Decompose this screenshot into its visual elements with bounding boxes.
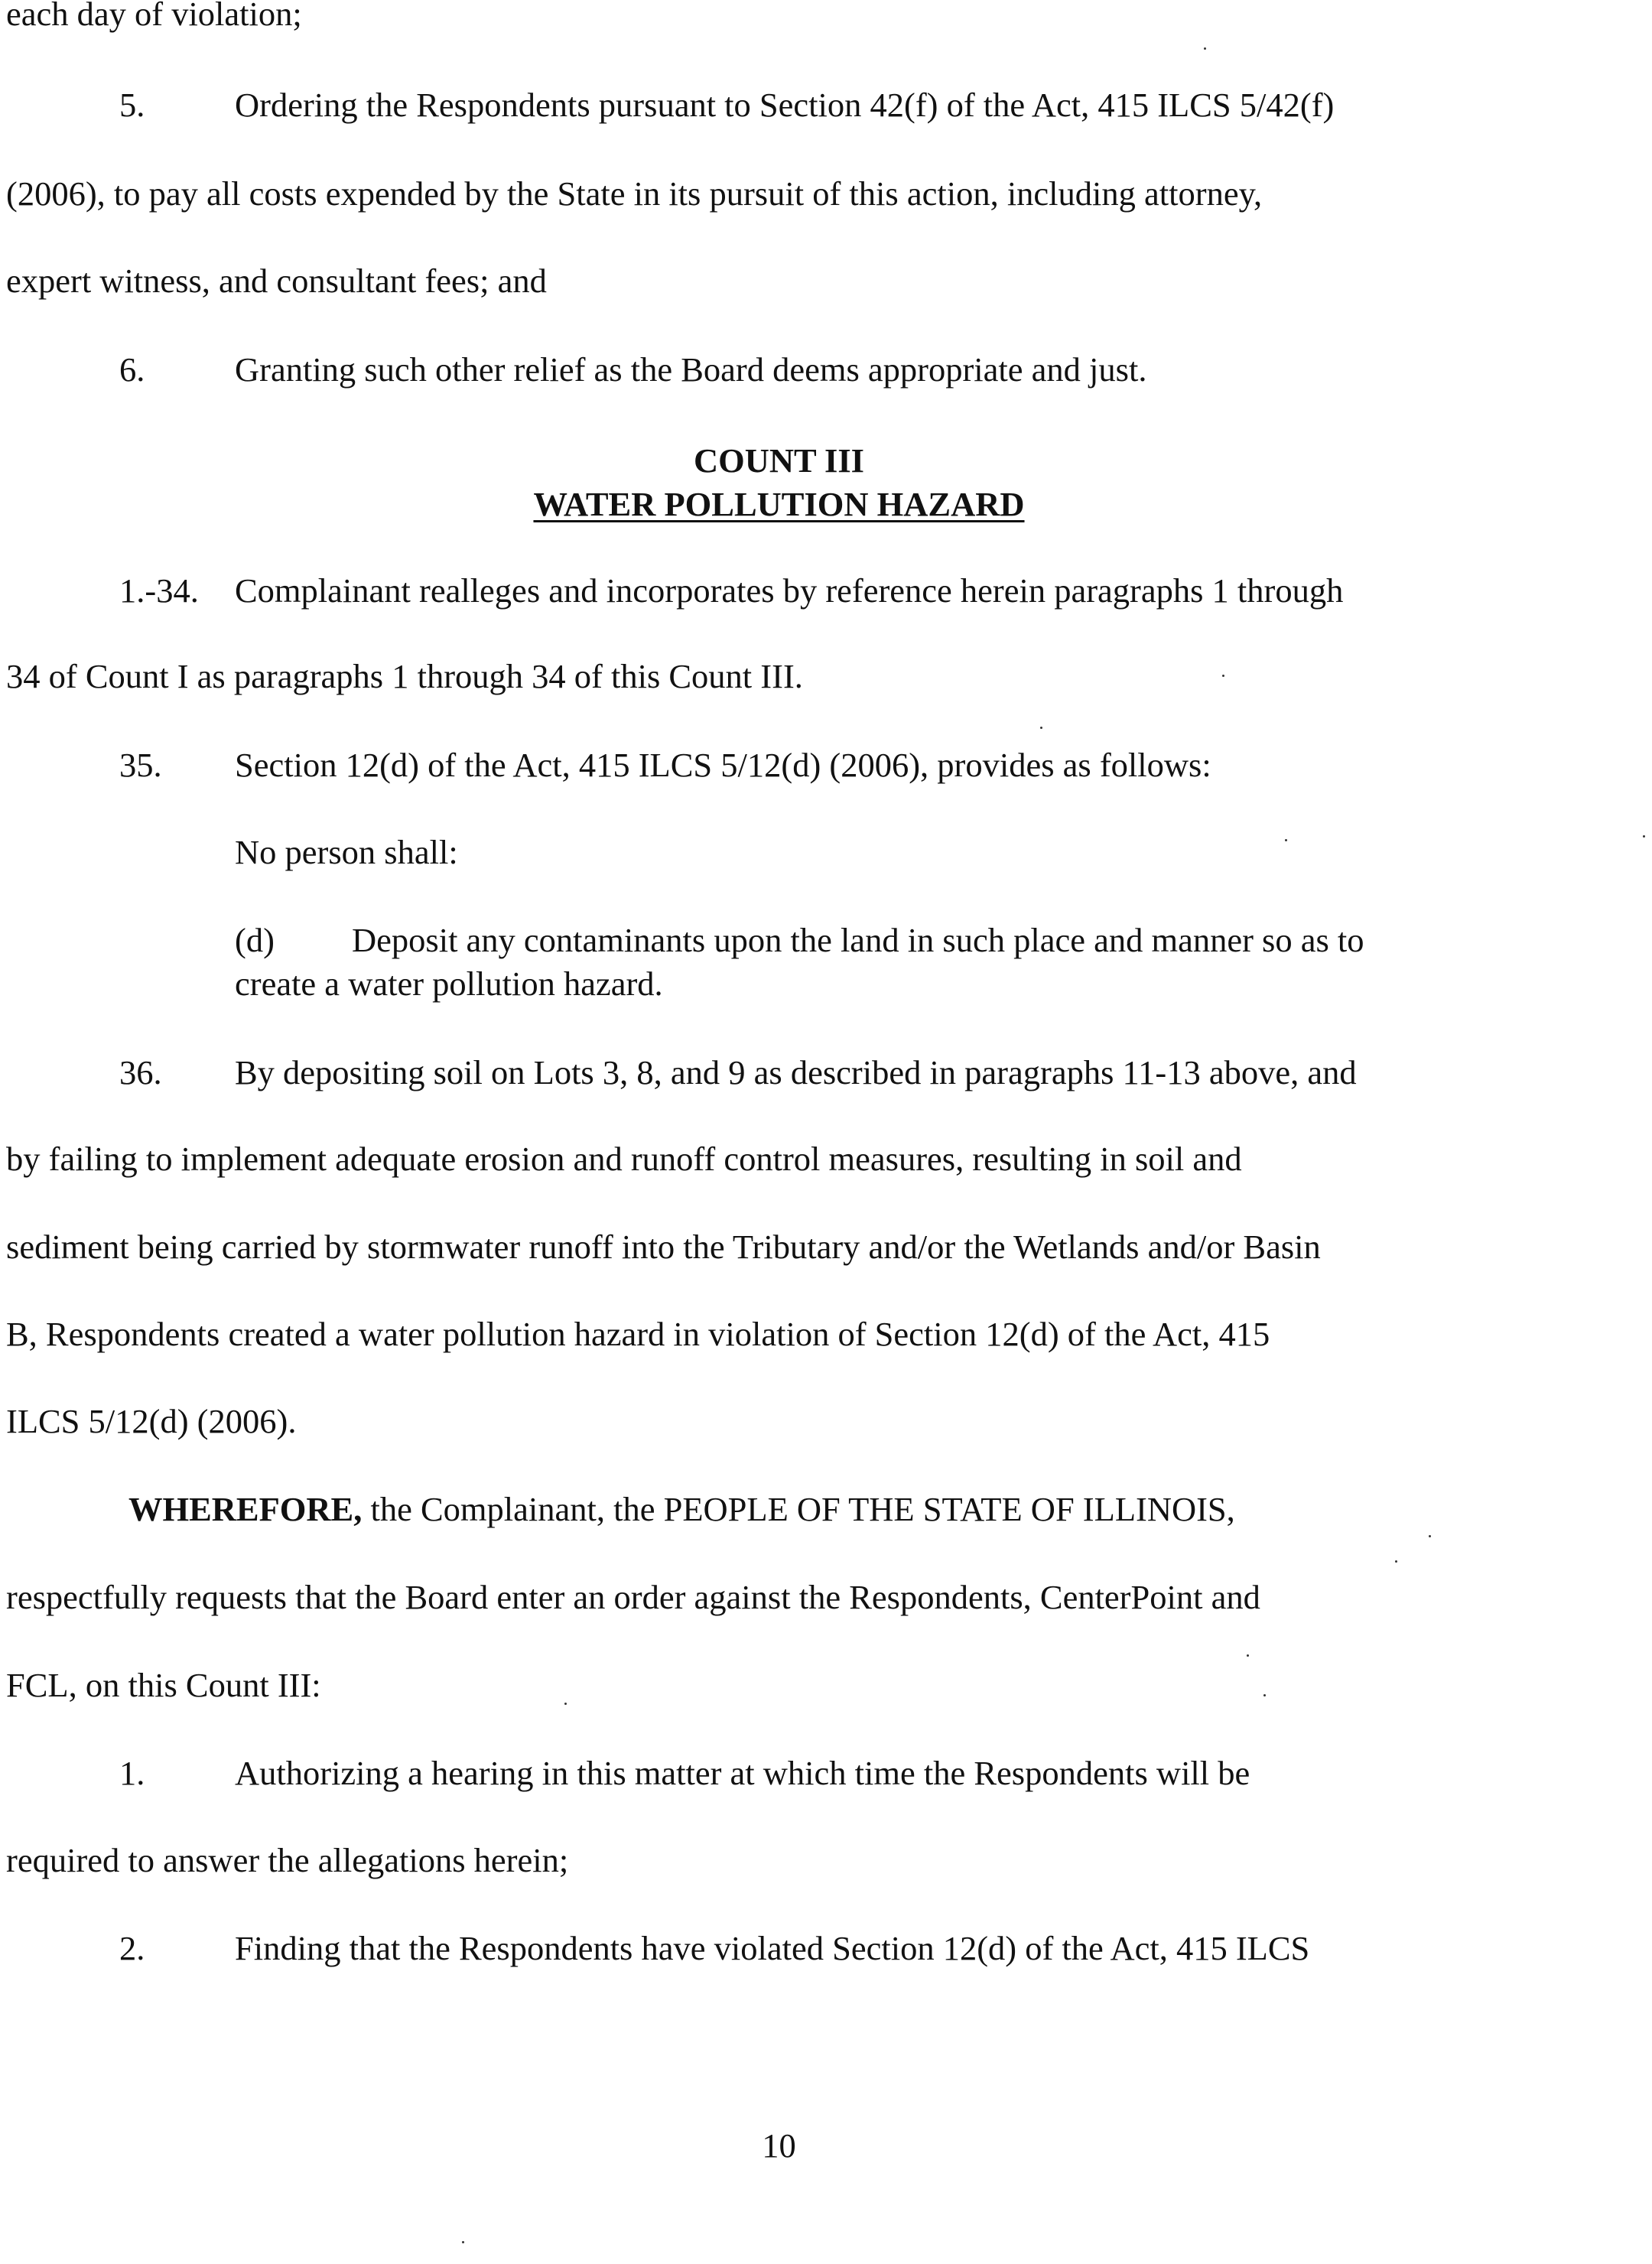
scan-speck — [1222, 675, 1224, 677]
wherefore-line — [128, 1492, 1235, 1527]
text-line: Section 12(d) of the Act, 415 ILCS 5/12(d) (2006), provides as follows: — [235, 746, 1211, 784]
text-line: required to answer the allegations herein; — [6, 1841, 569, 1879]
text-line: respectfully requests that the Board enter an order against the Respondents, CenterPoint and — [6, 1578, 1260, 1616]
paragraph-number: 2. — [119, 1929, 145, 1967]
text-line: Ordering the Respondents pursuant to Section 42(f) of the Act, 415 ILCS 5/42(f) — [235, 86, 1335, 124]
section-heading: COUNT III — [694, 441, 864, 480]
text-line: (2006), to pay all costs expended by the State in its pursuit of this action, including attorney, — [6, 174, 1263, 213]
paragraph-number: 1. — [119, 1754, 145, 1792]
quote-item-label: (d) — [235, 921, 275, 959]
scan-speck — [1429, 1535, 1431, 1537]
scan-speck — [1204, 47, 1206, 50]
text-line: FCL, on this Count III: — [6, 1666, 321, 1704]
section-subheading: WATER POLLUTION HAZARD — [533, 485, 1025, 523]
paragraph-number: 36. — [119, 1053, 162, 1091]
paragraph-number: 6. — [119, 350, 145, 389]
text-line: ILCS 5/12(d) (2006). — [6, 1402, 297, 1440]
text-line: 34 of Count I as paragraphs 1 through 34 of this Count III. — [6, 657, 803, 695]
scan-speck — [1643, 835, 1645, 838]
text-line: Granting such other relief as the Board deems appropriate and just. — [235, 350, 1147, 389]
paragraph-number: 35. — [119, 746, 162, 784]
wherefore-label: WHEREFORE, — [128, 1490, 363, 1528]
quote-text: create a water pollution hazard. — [235, 964, 663, 1003]
text-line: sediment being carried by stormwater runoff into the Tributary and/or the Wetlands and/or Basin — [6, 1228, 1321, 1266]
text-line: By depositing soil on Lots 3, 8, and 9 as described in paragraphs 11-13 above, and — [235, 1053, 1357, 1091]
page-number: 10 — [762, 2126, 796, 2165]
text-line: Complainant realleges and incorporates by reference herein paragraphs 1 through — [235, 571, 1344, 610]
text-line: Finding that the Respondents have violated Section 12(d) of the Act, 415 ILCS — [235, 1929, 1310, 1967]
paragraph-number: 1.-34. — [119, 571, 199, 610]
scan-speck — [1395, 1560, 1397, 1563]
text-line: Authorizing a hearing in this matter at which time the Respondents will be — [235, 1754, 1250, 1792]
paragraph-number: 5. — [119, 86, 145, 124]
scan-speck — [1247, 1654, 1249, 1657]
quote-intro: No person shall: — [235, 833, 458, 871]
scan-speck — [1285, 839, 1287, 841]
scan-speck — [564, 1703, 567, 1705]
scan-speck — [462, 2241, 464, 2243]
text-line: each day of violation; — [6, 0, 302, 33]
text-line: B, Respondents created a water pollution hazard in violation of Section 12(d) of the Act, 415 — [6, 1315, 1270, 1353]
scan-speck — [1263, 1694, 1266, 1696]
scan-speck — [1040, 727, 1042, 729]
text-line: expert witness, and consultant fees; and — [6, 262, 547, 300]
text-line: by failing to implement adequate erosion and runoff control measures, resulting in soil and — [6, 1140, 1242, 1178]
wherefore-text: the Complainant, the PEOPLE OF THE STATE OF ILLINOIS, — [362, 1490, 1235, 1528]
quote-text: Deposit any contaminants upon the land in such place and manner so as to — [352, 921, 1364, 959]
